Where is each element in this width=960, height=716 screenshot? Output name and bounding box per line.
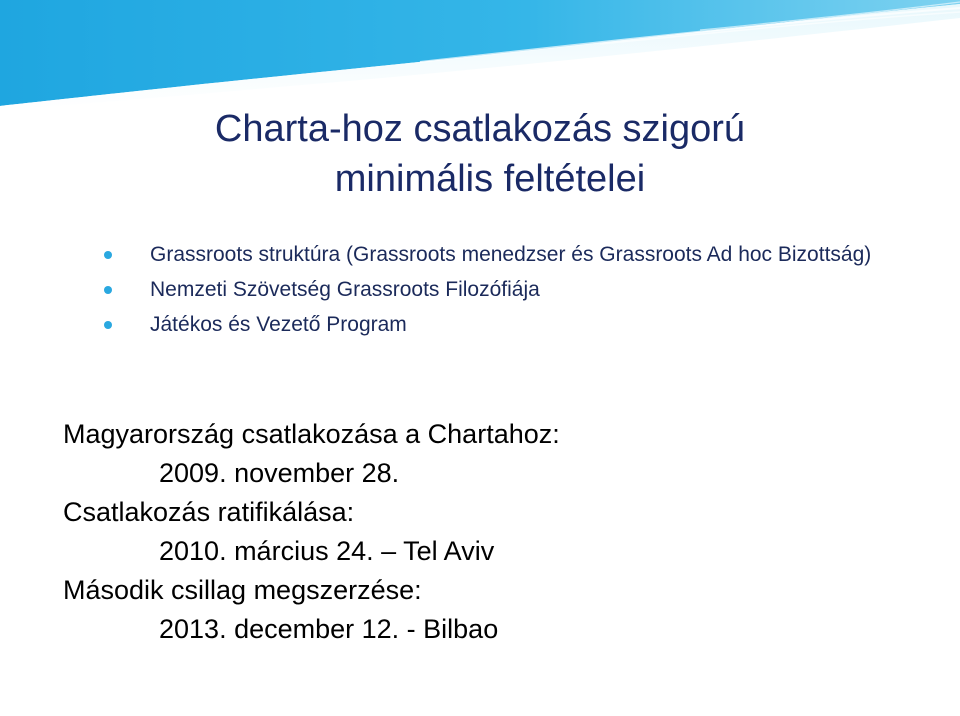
bullet-dot-icon bbox=[104, 251, 112, 259]
bullet-dot-icon bbox=[104, 286, 112, 294]
milestone-date: 2013. december 12. - Bilbao bbox=[159, 614, 499, 644]
bullet-dot-icon bbox=[104, 321, 112, 329]
bullet-text: Grassroots struktúra (Grassroots menedzser és Grassroots Ad hoc Bizottság) bbox=[150, 243, 872, 266]
wave-banner bbox=[0, 0, 960, 110]
milestones bbox=[63, 415, 923, 649]
title-line-2: minimális feltételei bbox=[334, 158, 646, 200]
bullet-text: Játékos és Vezető Program bbox=[150, 313, 407, 336]
bullet-item bbox=[104, 240, 904, 269]
milestone-date: 2010. március 24. – Tel Aviv bbox=[159, 536, 495, 566]
milestone-date: 2009. november 28. bbox=[159, 458, 400, 488]
title-line-1: Charta-hoz csatlakozás szigorú bbox=[214, 108, 746, 150]
milestone-label: Csatlakozás ratifikálása: bbox=[63, 497, 355, 527]
bullet-list bbox=[104, 240, 904, 345]
bullet-item bbox=[104, 275, 904, 304]
milestone-label: Második csillag megszerzése: bbox=[63, 575, 422, 605]
slide-title bbox=[0, 104, 960, 204]
milestone-label: Magyarország csatlakozása a Chartahoz: bbox=[63, 419, 560, 449]
bullet-text: Nemzeti Szövetség Grassroots Filozófiája bbox=[150, 278, 540, 301]
bullet-item bbox=[104, 310, 904, 339]
